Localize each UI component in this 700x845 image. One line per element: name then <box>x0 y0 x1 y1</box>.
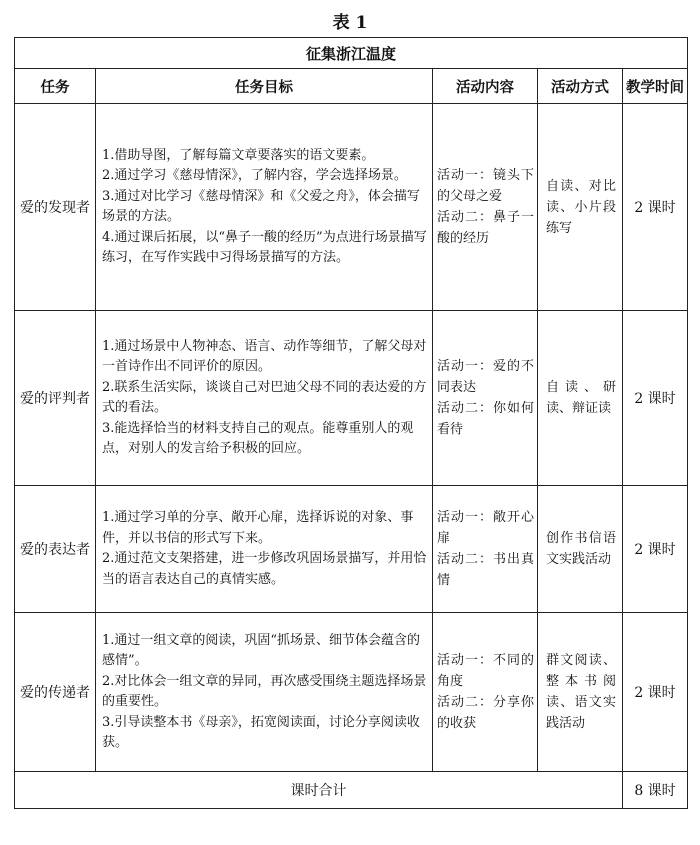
task-cell: 爱的传递者 <box>15 613 96 772</box>
header-goals: 任务目标 <box>96 69 433 104</box>
header-task: 任务 <box>15 69 96 104</box>
goal-item: 2.联系生活实际，谈谈自己对巴迪父母不同的表达爱的方式的看法。 <box>102 379 427 415</box>
activities-cell <box>433 104 538 311</box>
goals-cell <box>96 311 433 486</box>
activity-item: 活动二：书出真情 <box>437 552 534 588</box>
goal-item: 1.通过场景中人物神态、语言、动作等细节，了解父母对一首诗作出不同评价的原因。 <box>102 338 427 374</box>
activity-item: 活动二：分享你的收获 <box>437 695 534 731</box>
activity-item: 活动一：镜头下的父母之爱 <box>437 168 534 204</box>
method-cell: 自读、对比读、小片段练写 <box>538 104 623 311</box>
time-cell: 2 课时 <box>623 486 688 613</box>
activities-cell <box>433 311 538 486</box>
method-cell: 群文阅读、整本书阅读、语文实践活动 <box>538 613 623 772</box>
goal-item: 1.借助导图，了解每篇文章要落实的语文要素。 <box>102 147 375 163</box>
activity-item: 活动一：不同的角度 <box>437 653 534 689</box>
task-cell: 爱的发现者 <box>15 104 96 311</box>
summary-label: 课时合计 <box>15 772 623 809</box>
goal-item: 3.引导读整本书《母亲》，拓宽阅读面，讨论分享阅读收获。 <box>102 714 420 750</box>
time-cell: 2 课时 <box>623 104 688 311</box>
goal-item: 2.通过范文支架搭建，进一步修改巩固场景描写，并用恰当的语言表达自己的真情实感。 <box>102 551 427 587</box>
method-cell: 创作书信语文实践活动 <box>538 486 623 613</box>
goal-item: 3.能选择恰当的材料支持自己的观点。能尊重别人的观点，对别人的发言给予积极的回应。 <box>102 420 414 456</box>
goal-item: 1.通过一组文章的阅读，巩固“抓场景、细节体会蕴含的感情”。 <box>102 632 421 668</box>
goals-cell <box>96 104 433 311</box>
summary-row <box>15 772 688 809</box>
goal-item: 4.通过课后拓展，以“鼻子一酸的经历”为点进行场景描写练习，在写作实践中习得场景描写的方法。 <box>102 229 427 265</box>
task-cell: 爱的表达者 <box>15 486 96 613</box>
goals-cell <box>96 486 433 613</box>
table-row <box>15 104 688 311</box>
table-title-row <box>15 38 688 69</box>
time-cell: 2 课时 <box>623 311 688 486</box>
header-row <box>15 69 688 104</box>
goal-item: 2.通过学习《慈母情深》，了解内容，学会选择场景。 <box>102 168 407 183</box>
table-row <box>15 613 688 772</box>
header-method: 活动方式 <box>538 69 623 104</box>
activity-item: 活动一：爱的不同表达 <box>437 359 534 395</box>
activity-item: 活动二：鼻子一酸的经历 <box>437 210 534 246</box>
header-time: 教学时间 <box>623 69 688 104</box>
header-activities: 活动内容 <box>433 69 538 104</box>
goal-item: 2.对比体会一组文章的异同，再次感受围绕主题选择场景的重要性。 <box>102 673 427 709</box>
table-row <box>15 311 688 486</box>
task-cell: 爱的评判者 <box>15 311 96 486</box>
time-cell: 2 课时 <box>623 613 688 772</box>
activity-item: 活动一：敞开心扉 <box>437 510 534 546</box>
method-cell: 自读、研读、辩证读 <box>538 311 623 486</box>
activity-item: 活动二：你如何看待 <box>437 401 534 437</box>
table-caption: 表 1 <box>332 13 368 33</box>
lesson-plan-table <box>14 37 688 809</box>
activities-cell <box>433 486 538 613</box>
summary-total: 8 课时 <box>623 772 688 809</box>
goal-item: 3.通过对比学习《慈母情深》和《父爱之舟》，体会描写场景的方法。 <box>102 188 420 224</box>
goal-item: 1.通过学习单的分享、敞开心扉，选择诉说的对象、事件，并以书信的形式写下来。 <box>102 510 414 546</box>
goals-cell <box>96 613 433 772</box>
table-row <box>15 486 688 613</box>
table-title: 征集浙江温度 <box>15 38 688 69</box>
activities-cell <box>433 613 538 772</box>
